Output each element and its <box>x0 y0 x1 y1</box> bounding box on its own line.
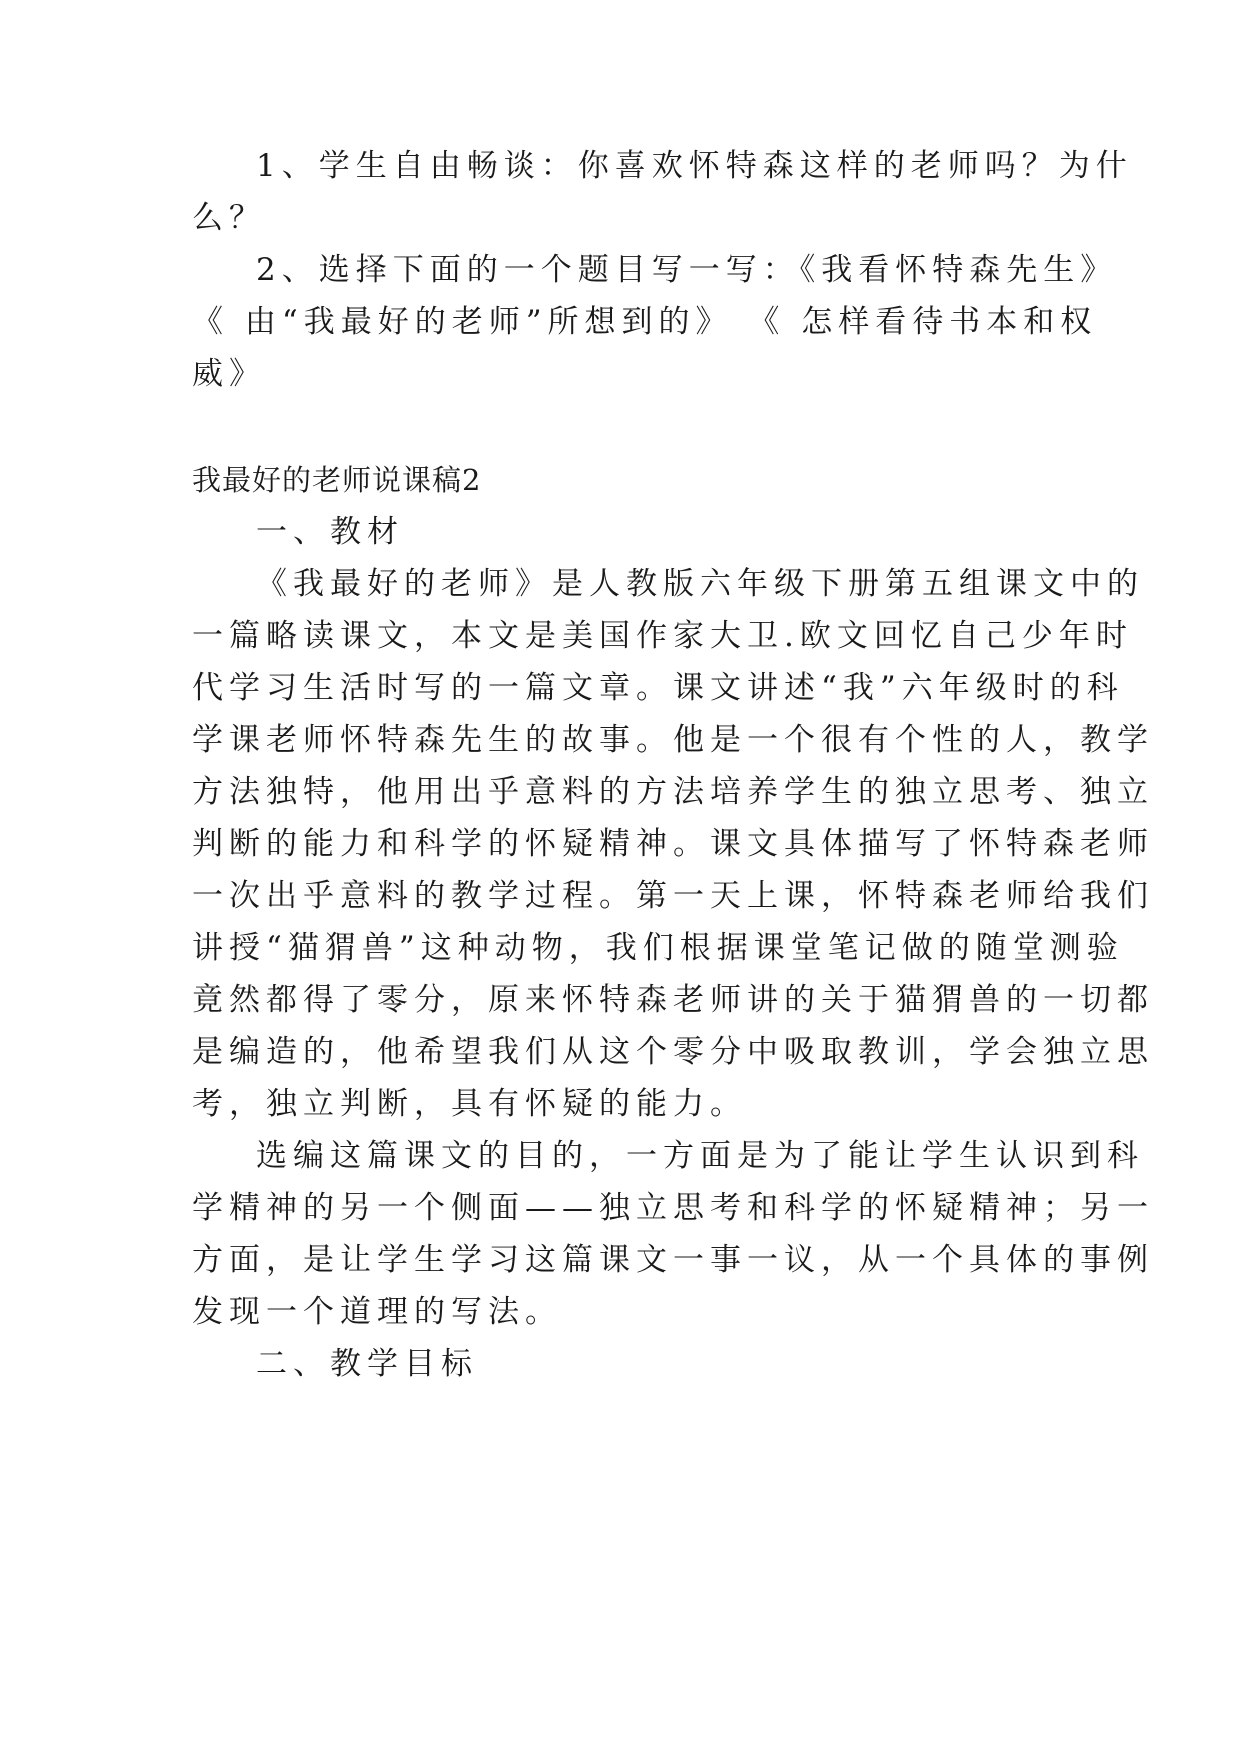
paragraph-line: 发现一个道理的写法。 <box>192 1294 562 1330</box>
paragraph-line: 学精神的另一个侧面——独立思考和科学的怀疑精神；另一 <box>192 1190 1154 1226</box>
paragraph-line: 方法独特，他用出乎意料的方法培养学生的独立思考、独立 <box>192 774 1154 810</box>
paragraph-line: 选编这篇课文的目的，一方面是为了能让学生认识到科 <box>256 1138 1144 1174</box>
paragraph-line: 代学习生活时写的一篇文章。课文讲述“我”六年级时的科 <box>192 670 1124 706</box>
paragraph-line: 是编造的，他希望我们从这个零分中吸取教训，学会独立思 <box>192 1034 1154 1070</box>
paragraph-line: 1、学生自由畅谈：你喜欢怀特森这样的老师吗？为什 <box>256 148 1133 184</box>
subheading-teaching-goals: 二、教学目标 <box>256 1346 478 1382</box>
paragraph-line: 方面，是让学生学习这篇课文一事一议，从一个具体的事例 <box>192 1242 1154 1278</box>
paragraph-line: 竟然都得了零分，原来怀特森老师讲的关于猫猬兽的一切都 <box>192 982 1154 1018</box>
paragraph-line: 么？ <box>192 200 266 236</box>
section-title: 我最好的老师说课稿2 <box>192 463 482 497</box>
paragraph-line: 一篇略读课文，本文是美国作家大卫.欧文回忆自己少年时 <box>192 618 1133 654</box>
paragraph-line: 一次出乎意料的教学过程。第一天上课，怀特森老师给我们 <box>192 878 1154 914</box>
paragraph-line: 威》 <box>192 356 266 392</box>
paragraph-line: 考，独立判断，具有怀疑的能力。 <box>192 1086 747 1122</box>
subheading-textbook: 一、教材 <box>256 514 404 550</box>
paragraph-line: 《 由“我最好的老师”所想到的》 《 怎样看待书本和权 <box>192 304 1098 340</box>
paragraph-line: 《我最好的老师》是人教版六年级下册第五组课文中的 <box>256 566 1144 602</box>
paragraph-line: 学课老师怀特森先生的故事。他是一个很有个性的人，教学 <box>192 722 1154 758</box>
paragraph-line: 讲授“猫猬兽”这种动物，我们根据课堂笔记做的随堂测验 <box>192 930 1124 966</box>
paragraph-line: 2、选择下面的一个题目写一写：《我看怀特森先生》 <box>256 252 1118 288</box>
paragraph-line: 判断的能力和科学的怀疑精神。课文具体描写了怀特森老师 <box>192 826 1154 862</box>
